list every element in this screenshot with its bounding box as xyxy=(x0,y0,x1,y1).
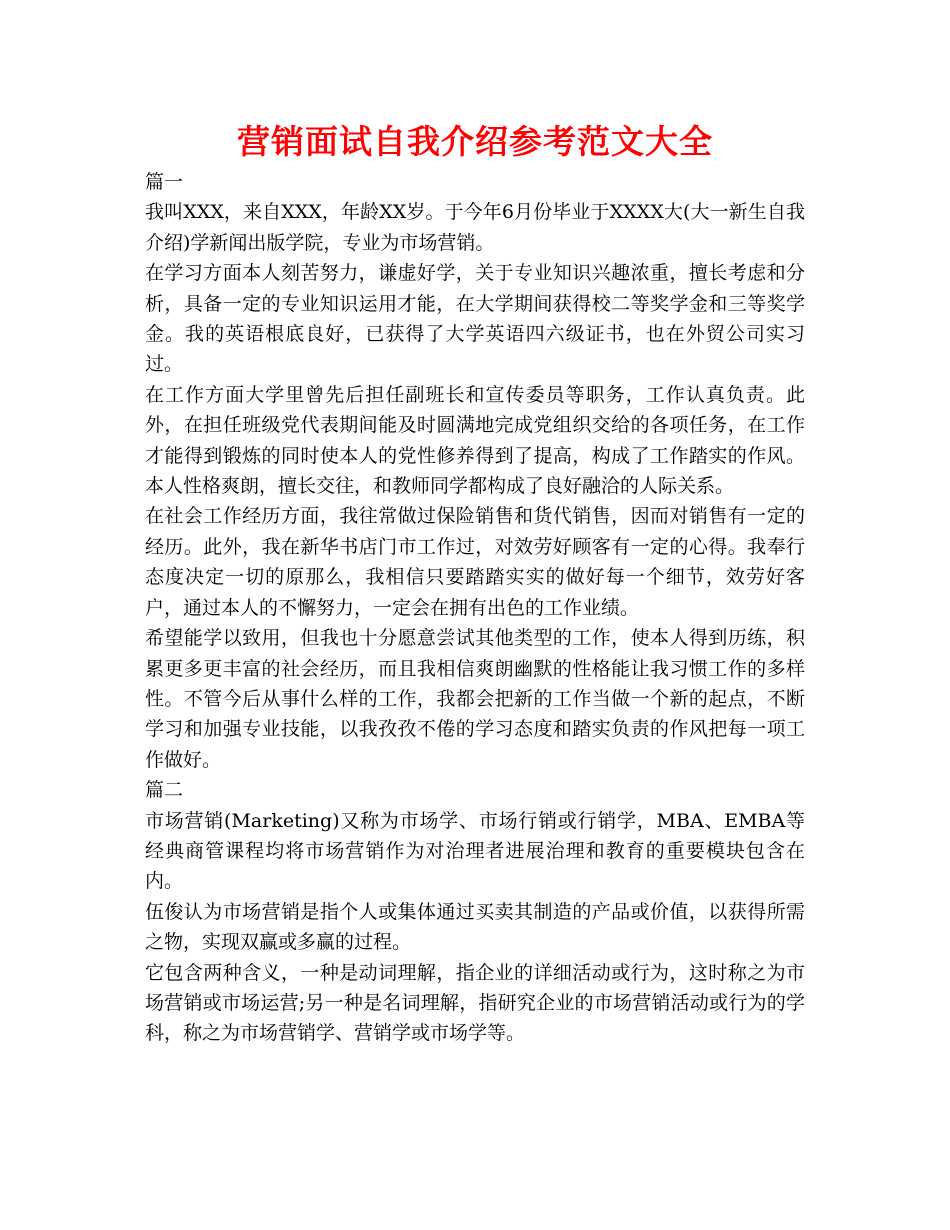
section-heading-1: 篇一 xyxy=(145,171,184,193)
paragraph-marketing-view: 伍俊认为市场营销是指个人或集体通过买卖其制造的产品或价值，以获得所需之物，实现双赢或多赢的过程。 xyxy=(145,900,805,954)
paragraph-social-experience: 在社会工作经历方面，我往常做过保险销售和货代销售，因而对销售有一定的经历。此外，我在新华书店门市工作过，对效劳好顾客有一定的心得。我奉行态度决定一切的原那么，我相信只要踏踏实实的做好每一个细节，效劳好客户，通过本人的不懈努力，一定会在拥有出色的工作业绩。 xyxy=(145,505,805,619)
paragraph-intro: 我叫XXX，来自XXX，年龄XX岁。于今年6月份毕业于XXXX大(大一新生自我介绍)学新闻出版学院，专业为市场营销。 xyxy=(145,201,805,254)
paragraph-marketing-definition: 市场营销(Marketing)又称为市场学、市场行销或行销学，MBA、EMBA等经典商管课程均将市场营销作为对治理者进展治理和教育的重要模块包含在内。 xyxy=(145,809,805,893)
paragraph-marketing-meanings: 它包含两种含义，一种是动词理解，指企业的详细活动或行为，这时称之为市场营销或市场运营;另一种是名词理解，指研究企业的市场营销活动或行为的学科，称之为市场营销学、营销学或市场学等。 xyxy=(145,961,805,1045)
paragraph-hope: 希望能学以致用，但我也十分愿意尝试其他类型的工作，使本人得到历练，积累更多更丰富的社会经历，而且我相信爽朗幽默的性格能让我习惯工作的多样性。不管今后从事什么样的工作，我都会把新的工作当做一个新的起点，不断学习和加强专业技能，以我孜孜不倦的学习态度和踏实负责的作风把每一项工作做好。 xyxy=(145,627,805,771)
document-title: 营销面试自我介绍参考范文大全 xyxy=(237,122,713,161)
document-body xyxy=(145,167,805,1049)
paragraph-study: 在学习方面本人刻苦努力，谦虚好学，关于专业知识兴趣浓重，擅长考虑和分析，具备一定的专业知识运用才能，在大学期间获得校二等奖学金和三等奖学金。我的英语根底良好，已获得了大学英语四六级证书，也在外贸公司实习过。 xyxy=(145,262,805,376)
section-heading-2: 篇二 xyxy=(145,779,184,802)
paragraph-work: 在工作方面大学里曾先后担任副班长和宣传委员等职务，工作认真负责。此外，在担任班级党代表期间能及时圆满地完成党组织交给的各项任务，在工作才能得到锻炼的同时使本人的党性修养得到了提高，构成了工作踏实的作风。本人性格爽朗，擅长交往，和教师同学都构成了良好融洽的人际关系。 xyxy=(145,383,805,498)
